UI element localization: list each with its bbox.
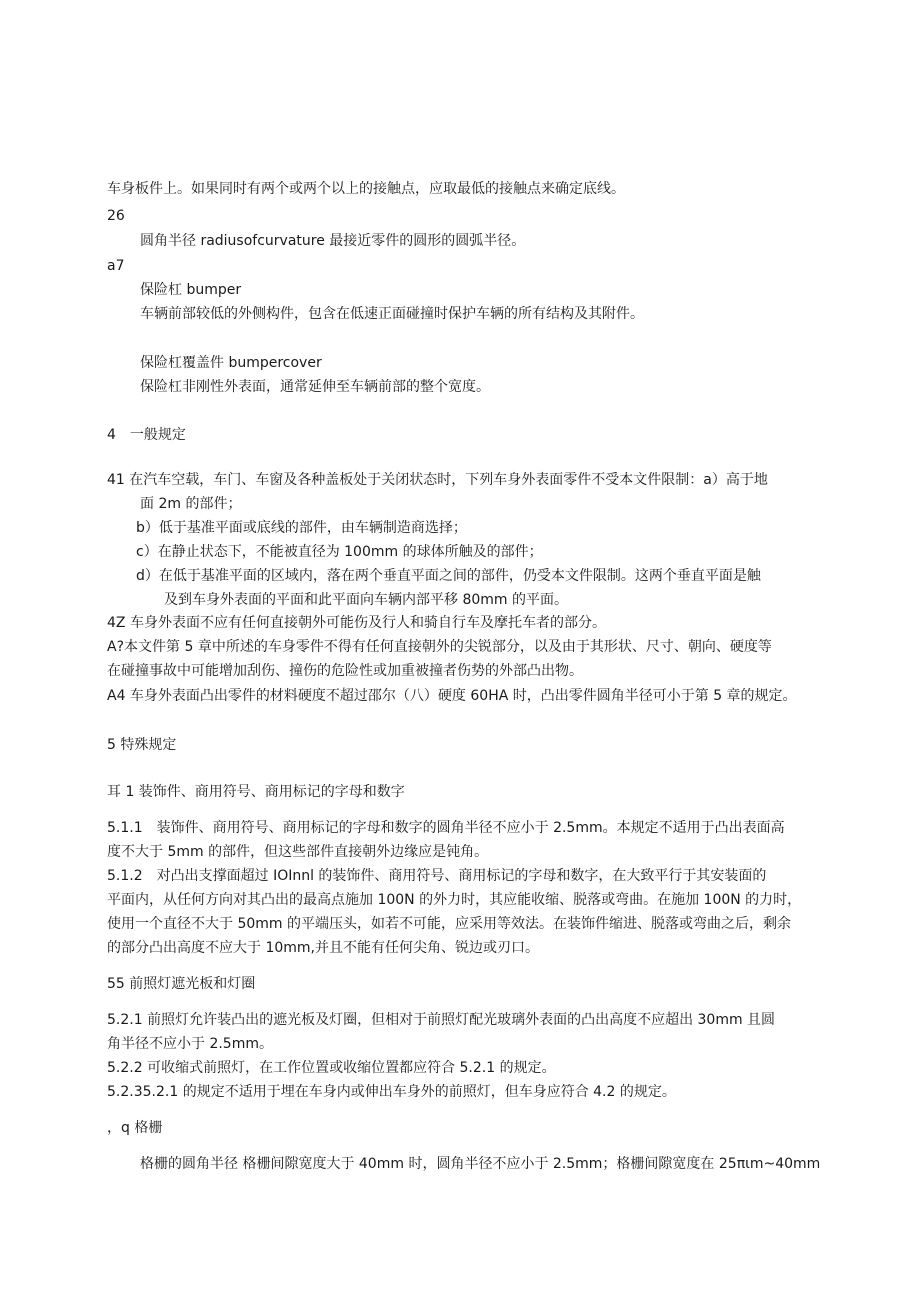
clause-number: a7 xyxy=(107,258,125,274)
text-line: 格栅的圆角半径 格栅间隙宽度大于 40mm 时，圆角半径不应小于 2.5mm；格栅间隙宽度在 25πιm~40mm xyxy=(140,1156,821,1172)
subsection-heading: 55 前照灯遮光板和灯圈 xyxy=(107,976,256,992)
list-item: c）在静止状态下，不能被直径为 100mm 的球体所触及的部件； xyxy=(136,544,543,560)
clause-number: 26 xyxy=(107,208,125,224)
text-line: A4 车身外表面凸出零件的材料硬度不超过邵尔（八）硬度 60HA 时，凸出零件圆角半径可小于第 5 章的规定。 xyxy=(107,688,797,704)
text-line: 5.1.2 对凸出支撑面超过 IOInnl 的装饰件、商用符号、商用标记的字母和数字，在大致平行于其安装面的 xyxy=(107,868,767,884)
section-heading: 5 特殊规定 xyxy=(107,737,177,753)
text-line: A?本文件第 5 章中所述的车身零件不得有任何直接朝外的尖锐部分，以及由于其形状、尺寸、朝向、硬度等 xyxy=(107,639,772,655)
text-line: 角半径不应小于 2.5mm。 xyxy=(107,1036,273,1052)
text-line: 车身板件上。如果同时有两个或两个以上的接触点，应取最低的接触点来确定底线。 xyxy=(107,181,625,197)
section-heading: 4 一般规定 xyxy=(107,427,186,443)
text-line: 5.2.1 前照灯允许装凸出的遮光板及灯圈，但相对于前照灯配光玻璃外表面的凸出高度不应超出 30mm 且圆 xyxy=(107,1012,776,1028)
text-line: 使用一个直径不大于 50mm 的平端压头，如若不可能，应采用等效法。在装饰件缩进、脱落或弯曲之后，剩余 xyxy=(107,916,791,932)
list-item: b）低于基准平面或底线的部件，由车辆制造商选择； xyxy=(136,520,467,536)
text-line: 5.1.1 装饰件、商用符号、商用标记的字母和数字的圆角半径不应小于 2.5mm。本规定不适用于凸出表面高 xyxy=(107,820,785,836)
definition-text: 保险杠非刚性外表面，通常延伸至车辆前部的整个宽度。 xyxy=(140,379,490,395)
definition-term: 保险杠 bumper xyxy=(140,282,242,298)
text-line: 5.2.2 可收缩式前照灯，在工作位置或收缩位置都应符合 5.2.1 的规定。 xyxy=(107,1060,556,1076)
definition-term: 圆角半径 radiusofcurvature 最接近零件的圆形的圆弧半径。 xyxy=(140,233,526,249)
text-line: 的部分凸出高度不应大于 10mm,并且不能有任何尖角、锐边或刃口。 xyxy=(107,940,539,956)
text-line: 平面内，从任何方向对其凸出的最高点施加 100N 的外力时，其应能收缩、脱落或弯曲。在施加 100N 的力时， xyxy=(107,892,802,908)
definition-term: 保险杠覆盖件 bumpercover xyxy=(140,355,322,371)
definition-text: 车辆前部较低的外侧构件，包含在低速正面碰撞时保护车辆的所有结构及其附件。 xyxy=(140,306,644,322)
list-item: d）在低于基准平面的区域内，落在两个垂直平面之间的部件，仍受本文件限制。这两个垂直平面是触 xyxy=(136,568,761,584)
subsection-heading: 耳 1 装饰件、商用符号、商用标记的字母和数字 xyxy=(107,784,405,800)
list-item: 及到车身外表面的平面和此平面向车辆内部平移 80mm 的平面。 xyxy=(164,592,568,608)
text-line: 4Z 车身外表面不应有任何直接朝外可能伤及行人和骑自行车及摩托车者的部分。 xyxy=(107,615,606,631)
text-line: 5.2.35.2.1 的规定不适用于埋在车身内或伸出车身外的前照灯，但车身应符合 4.2 的规定。 xyxy=(107,1084,676,1100)
text-line: 在碰撞事故中可能增加刮伤、撞伤的危险性或加重被撞者伤势的外部凸出物。 xyxy=(107,663,583,679)
text-line: 面 2m 的部件； xyxy=(140,496,242,512)
text-line: 度不大于 5mm 的部件，但这些部件直接朝外边缘应是钝角。 xyxy=(107,844,489,860)
subsection-heading: ，q 格栅 xyxy=(107,1120,163,1136)
text-line: 41 在汽车空载，车门、车窗及各种盖板处于关闭状态时，下列车身外表面零件不受本文件限制：a）高于地 xyxy=(107,472,768,488)
